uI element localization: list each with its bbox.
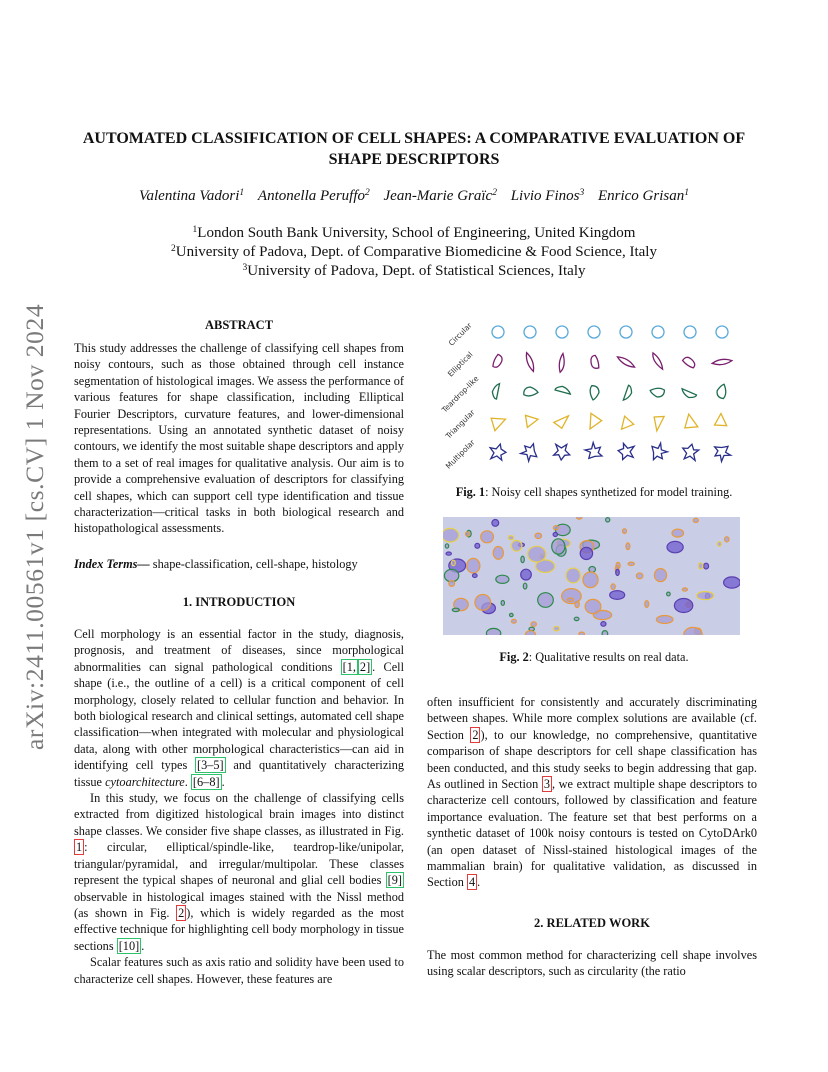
cell-contour bbox=[446, 552, 451, 555]
cell-contour bbox=[667, 592, 671, 596]
shape-contour bbox=[680, 442, 699, 461]
cell-contour bbox=[467, 558, 480, 573]
shape-contour bbox=[619, 415, 634, 430]
paragraph: Scalar features such as axis ratio and solidity have been used to characterize cell shapes. However, these features are bbox=[74, 955, 404, 986]
section-link[interactable]: 4 bbox=[468, 875, 476, 890]
cell-contour bbox=[473, 574, 478, 578]
author: Livio Finos$^3$ bbox=[510, 188, 585, 204]
cell-contour bbox=[538, 593, 554, 608]
cell-contour bbox=[567, 598, 573, 601]
shape-class-label: Multipolar bbox=[443, 437, 477, 471]
cell-contour bbox=[510, 613, 514, 616]
shape-contour bbox=[588, 326, 600, 338]
cell-contour bbox=[553, 626, 559, 631]
shape-contour bbox=[519, 441, 542, 464]
abstract-body: This study addresses the challenge of classifying cell shapes from noisy contours, such as those obtained through cell instance segmentation of histological images. We assess the performance of various features for shape classification, including Elliptical Fourier Descriptors, curvature features, and lower-dimensional representations. Using an annotated synthetic dataset of noisy contours, we identify the most suitable shape descriptors and apply them to a set of real images for qualitative analysis. Our aim is to provide a comprehensive evaluation of descriptors for classifying cell shapes, which can support cell type identification and tissue characterization—critical tasks in both biological research and histopathological assessments. bbox=[74, 341, 404, 536]
shape-contour bbox=[555, 353, 569, 372]
cell-contour bbox=[511, 540, 522, 551]
shape-contour bbox=[713, 414, 730, 432]
index-terms-label: Index Terms— bbox=[74, 557, 150, 571]
shape-contour bbox=[589, 355, 599, 370]
figure-1-caption: Fig. 1: Noisy cell shapes synthetized for model training. bbox=[455, 485, 733, 499]
author: Jean-Marie Graïc$^2$ bbox=[383, 188, 497, 204]
shape-contour bbox=[490, 414, 508, 431]
introduction-body bbox=[74, 626, 404, 987]
cell-contour bbox=[553, 526, 558, 530]
shape-contour bbox=[649, 412, 666, 431]
cell-contour bbox=[654, 569, 666, 582]
shape-contour bbox=[647, 441, 669, 463]
shape-contour bbox=[524, 387, 539, 397]
cell-contour bbox=[693, 518, 698, 522]
shape-class-label: Circular bbox=[446, 320, 474, 348]
shape-class-label: Teardrop-like bbox=[440, 374, 481, 415]
title-line-2: SHAPE DESCRIPTORS bbox=[328, 151, 500, 168]
cell-contour bbox=[717, 542, 721, 547]
cell-contour bbox=[611, 584, 615, 590]
shape-contour bbox=[521, 414, 538, 430]
citation-link[interactable]: 2] bbox=[359, 659, 371, 674]
cell-contour bbox=[656, 616, 673, 624]
cell-contour bbox=[623, 529, 627, 534]
cell-contour bbox=[475, 595, 491, 611]
cell-contour bbox=[445, 544, 448, 548]
affiliation: $^1$London South Bank University, School of Engineering, United Kingdom bbox=[192, 225, 636, 241]
cell-contour bbox=[452, 608, 459, 611]
section-link[interactable]: 3 bbox=[543, 777, 550, 792]
section-link[interactable]: 2 bbox=[472, 727, 479, 742]
cell-contour bbox=[697, 592, 714, 600]
cell-contour bbox=[616, 569, 620, 575]
cell-contour bbox=[577, 517, 582, 519]
cell-contour bbox=[523, 583, 527, 589]
shape-class-label: Triangular bbox=[443, 407, 477, 441]
shape-contour bbox=[682, 355, 697, 368]
cell-contour bbox=[628, 562, 634, 565]
author: Valentina Vadori$^1$ bbox=[139, 188, 245, 204]
cell-contour bbox=[724, 577, 740, 588]
shape-contour bbox=[683, 413, 698, 429]
author: Enrico Grisan$^1$ bbox=[597, 188, 689, 204]
cell-contour bbox=[574, 617, 579, 620]
cell-contour bbox=[580, 547, 592, 559]
cell-contour bbox=[645, 601, 649, 608]
shape-contour bbox=[681, 384, 697, 401]
shape-contour bbox=[716, 326, 728, 338]
shape-contour bbox=[716, 383, 728, 399]
shape-contour bbox=[616, 355, 636, 370]
cell-contour bbox=[725, 537, 730, 542]
shape-contour bbox=[524, 326, 536, 338]
shape-contour bbox=[617, 443, 636, 462]
section-heading-related-work: 2. RELATED WORK bbox=[534, 916, 650, 930]
paragraph: Cell morphology is an essential factor in the study, diagnosis, prognosis, and treatment of diseases, since morphological abnormalities can signal pathological conditions [1, 2] . Cell shape (i.e., the outline of a cell) is a critical component of cell morphology, closely related to cellular function and behavior. In both biological research and clinical settings, automated cell shape classification—when integrated with molecular and physiological data, along with other morphological characteristics—can aid in identifying cell types [3–5] and quantitatively characterizing tissue cytoarchitecture. [6–8] . bbox=[74, 627, 404, 789]
cell-contour bbox=[443, 528, 459, 542]
cell-contour bbox=[704, 563, 709, 569]
shape-contour bbox=[620, 326, 632, 338]
shape-contour bbox=[490, 444, 507, 461]
citation-link[interactable]: [10] bbox=[118, 938, 140, 953]
shape-contour bbox=[492, 326, 504, 338]
shape-class-label: Elliptical bbox=[445, 349, 475, 379]
cell-contour bbox=[606, 518, 610, 522]
cell-contour bbox=[512, 619, 517, 623]
cell-contour bbox=[566, 568, 580, 583]
cell-contour bbox=[602, 631, 608, 635]
affiliation: $^3$University of Padova, Dept. of Statistical Sciences, Italy bbox=[242, 263, 586, 279]
shape-contour bbox=[555, 383, 571, 400]
shape-contour bbox=[492, 354, 504, 369]
cell-contour bbox=[525, 631, 535, 635]
shape-contour bbox=[553, 416, 571, 430]
cell-contour bbox=[493, 547, 503, 560]
shape-contour bbox=[684, 326, 696, 338]
cell-contour bbox=[535, 533, 542, 538]
cell-contour bbox=[672, 529, 684, 537]
citation-link[interactable]: [6–8] bbox=[192, 774, 220, 789]
shape-contour bbox=[524, 352, 536, 373]
arxiv-identifier: arXiv:2411.00561v1 [cs.CV] 1 Nov 2024 bbox=[20, 303, 49, 750]
section-heading-introduction: 1. INTRODUCTION bbox=[182, 595, 296, 609]
cell-contour bbox=[449, 581, 455, 587]
cell-contour bbox=[601, 622, 606, 627]
author-list bbox=[72, 186, 756, 206]
cell-contour bbox=[579, 632, 585, 635]
cell-contour bbox=[585, 599, 601, 613]
paper-title bbox=[72, 128, 756, 170]
related-work-body: The most common method for characterizing cell shape involves using scalar descriptors, such as circularity (the ratio bbox=[427, 948, 757, 979]
shape-contour bbox=[652, 326, 664, 338]
shape-contour bbox=[556, 326, 568, 338]
cell-contour bbox=[521, 569, 532, 580]
affiliation: $^2$University of Padova, Dept. of Comparative Biomedicine & Food Science, Italy bbox=[171, 244, 657, 260]
figure-2-caption: Fig. 2: Qualitative results on real data. bbox=[499, 650, 689, 664]
cell-contour bbox=[466, 532, 470, 536]
shape-contour bbox=[489, 383, 506, 400]
shape-contour bbox=[618, 385, 635, 401]
cell-contour bbox=[698, 563, 703, 569]
title-line-1: AUTOMATED CLASSIFICATION OF CELL SHAPES: A COMPARATIVE EVALUATION OF bbox=[82, 130, 746, 147]
shape-contour bbox=[652, 352, 662, 371]
figure-2-histology-image bbox=[443, 517, 740, 635]
index-terms: Index Terms— shape-classification, cell-shape, histology bbox=[74, 557, 358, 571]
author: Antonella Peruffo$^2$ bbox=[257, 188, 370, 204]
cell-contour bbox=[531, 622, 536, 627]
citation-link[interactable]: [9] bbox=[387, 873, 402, 888]
abstract-heading: ABSTRACT bbox=[204, 318, 274, 332]
cell-contour bbox=[667, 541, 683, 552]
citation-link[interactable]: [1, bbox=[342, 659, 356, 674]
cell-contour bbox=[501, 601, 504, 606]
cell-contour bbox=[682, 588, 687, 591]
affiliations bbox=[72, 224, 756, 281]
cell-contour bbox=[674, 599, 692, 613]
cell-contour bbox=[475, 543, 480, 548]
cell-contour bbox=[452, 560, 456, 566]
cell-contour bbox=[610, 591, 625, 600]
shape-contour bbox=[711, 441, 733, 463]
cell-contour bbox=[481, 531, 494, 543]
cell-contour bbox=[626, 543, 630, 550]
cell-contour bbox=[553, 533, 557, 537]
shape-contour bbox=[589, 385, 600, 400]
cell-contour bbox=[486, 628, 500, 635]
introduction-body-continued bbox=[427, 694, 757, 891]
shape-contour bbox=[649, 387, 665, 399]
shape-contour bbox=[583, 441, 605, 463]
cell-contour bbox=[521, 556, 524, 563]
figure-1-cell-shapes bbox=[440, 315, 760, 475]
cell-contour bbox=[583, 572, 598, 588]
cell-contour bbox=[444, 569, 458, 581]
paragraph: often insufficient for consistently and accurately discriminating between shapes. While more complex solutions are available (cf. Section 2 ), to our knowledge, no comprehensive, quantitative comparison of shape descriptors for cell shape classification has been conducted, and this study seeks to begin addressing that gap. As outlined in Section 3 , we extract multiple shape descriptors to characterize cell contours, followed by classification and feature importance evaluation. The feature set that best performs on a synthetic dataset of 100k noisy contours is tested on CytoDArk0 (an open dataset of Nissl-stained histological images of the mammalian brain) for qualitative validation, as discussed in Section 4 . bbox=[427, 695, 757, 890]
cell-contour bbox=[528, 546, 546, 562]
shape-contour bbox=[712, 358, 733, 366]
cell-contour bbox=[636, 573, 643, 579]
cell-contour bbox=[508, 536, 514, 540]
shape-contour bbox=[584, 413, 602, 432]
shape-contour bbox=[553, 443, 571, 461]
figure-link[interactable]: 1 bbox=[76, 840, 83, 855]
cell-contour bbox=[492, 520, 499, 527]
figure-link[interactable]: 2 bbox=[178, 905, 185, 920]
cell-contour bbox=[552, 539, 565, 554]
paragraph: In this study, we focus on the challenge of classifying cells extracted from digitized histological brain images into distinct shape classes. We consider five shape classes, as illustrated in Fig. 1 : circular, elliptical/spindle-like, teardrop-like/unipolar, triangular/pyramidal, and irregular/multipolar. These classes represent the typical shapes of neuronal and glial cell bodies [9] observable in histological images stained with the Nissl method (as shown in Fig. 2 ), which is widely regarded as the most effective technique for highlighting cell body morphology in tissue sections [10] . bbox=[74, 791, 404, 953]
citation-link[interactable]: [3–5] bbox=[197, 758, 224, 773]
cell-contour bbox=[496, 575, 509, 583]
